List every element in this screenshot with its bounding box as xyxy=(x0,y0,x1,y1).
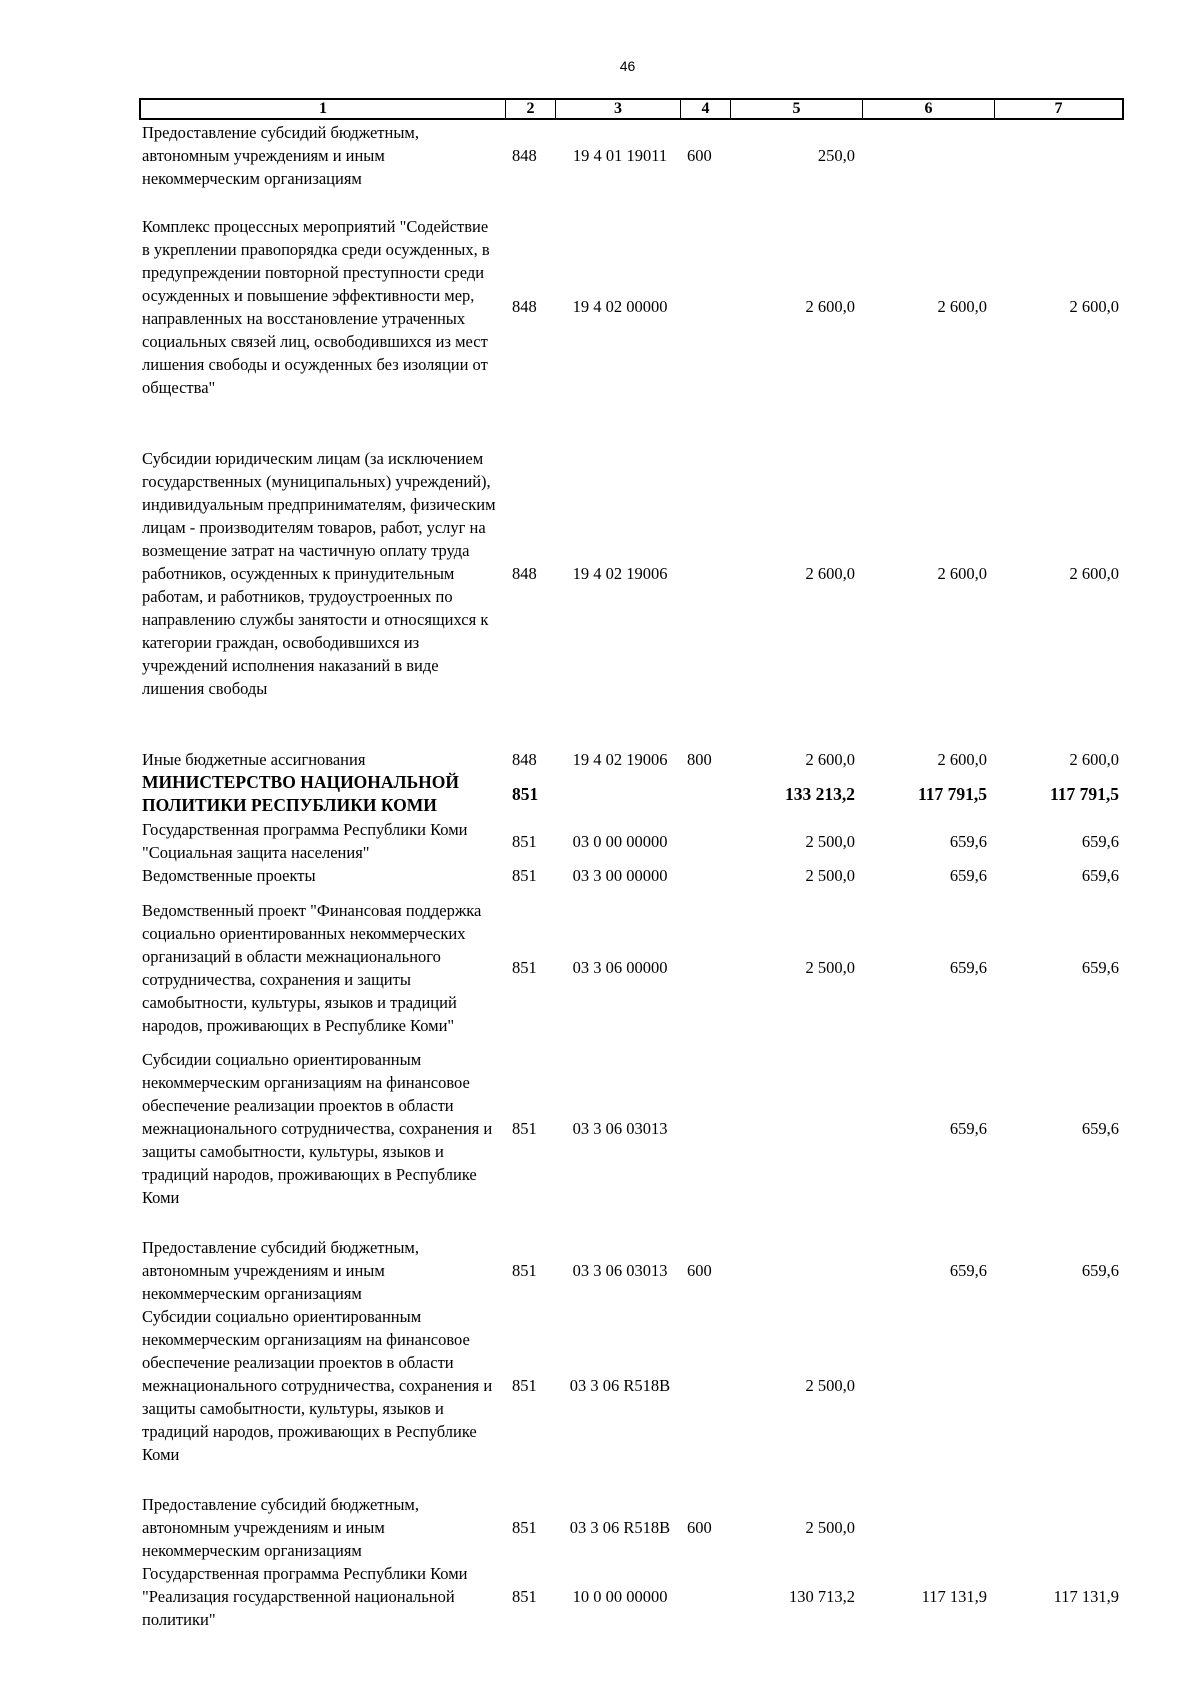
table-row xyxy=(0,887,1200,1048)
table-row xyxy=(0,1048,1200,1209)
row-code: 851 xyxy=(512,1119,537,1138)
row-value-7: 659,6 xyxy=(1081,831,1119,851)
row-csr: 10 0 00 00000 xyxy=(572,1587,668,1606)
row-value-5: 2 600,0 xyxy=(805,750,855,769)
row-code: 851 xyxy=(512,1376,537,1395)
row-value-6: 659,6 xyxy=(949,866,987,885)
row-value-6: 659,6 xyxy=(949,831,987,851)
row-vr: 800 xyxy=(687,750,712,769)
row-code: 848 xyxy=(512,146,537,165)
row-value-7: 659,6 xyxy=(1081,958,1119,977)
row-name: Предоставление субсидий бюджетным, автономным учреждениям и иным некоммерческим организациям xyxy=(142,1495,419,1560)
row-csr: 03 3 00 00000 xyxy=(572,866,668,885)
row-name: Субсидии социально ориентированным некоммерческим организациям на финансовое обеспечение реализации проектов в области межнационального сотрудничества, сохранения и защиты самобытности, культуры, языков и традиций народов, проживающих в Республике Коми xyxy=(142,1050,493,1207)
row-csr: 03 3 06 R518B xyxy=(569,1376,671,1395)
table-row xyxy=(0,1562,1200,1631)
row-csr: 03 3 06 03013 xyxy=(572,1261,668,1280)
row-value-6: 659,6 xyxy=(949,1119,987,1138)
row-code: 851 xyxy=(512,831,537,851)
row-name: Комплекс процессных мероприятий "Содействие в укреплении правопорядка среди осужденных, в предупреждении повторной преступности среди осужденных и повышение эффективности мер, направленных на восстановление утраченных социальных связей лиц, освободившихся из мест лишения свободы и осужденных без изоляции от общества" xyxy=(142,216,490,397)
row-code: 848 xyxy=(512,564,537,583)
row-value-7: 2 600,0 xyxy=(1069,750,1119,769)
row-value-7: 117 791,5 xyxy=(1049,783,1119,804)
row-value-6: 2 600,0 xyxy=(937,564,987,583)
row-code: 848 xyxy=(512,297,537,316)
row-value-7: 659,6 xyxy=(1081,1261,1119,1280)
row-csr: 03 3 06 R518B xyxy=(569,1518,671,1537)
row-code: 851 xyxy=(512,783,539,804)
column-header-7: 7 xyxy=(1054,100,1063,117)
column-header-1: 1 xyxy=(141,100,506,118)
row-value-5: 2 600,0 xyxy=(805,297,855,316)
row-value-5: 2 500,0 xyxy=(805,958,855,977)
row-value-6: 659,6 xyxy=(949,958,987,977)
row-code: 851 xyxy=(512,958,537,977)
row-value-6: 117 791,5 xyxy=(917,783,987,804)
row-value-6: 2 600,0 xyxy=(937,297,987,316)
row-name: МИНИСТЕРСТВО НАЦИОНАЛЬНОЙ ПОЛИТИКИ РЕСПУБЛИКИ КОМИ xyxy=(142,772,459,815)
row-csr: 03 0 00 00000 xyxy=(572,831,668,851)
table-row xyxy=(0,203,1200,410)
row-name: Субсидии юридическим лицам (за исключением государственных (муниципальных) учреждений), индивидуальным предпринимателям, физическим лицам - производителям товаров, работ, услуг на возмещение затрат на частичную оплату труда работников, осужденных к принудительным работам, и работников, трудоустроенных по направлению службы занятости и относящихся к категории граждан, освободившихся из учреждений исполнения наказаний в виде лишения свободы xyxy=(142,449,496,698)
row-value-7: 2 600,0 xyxy=(1069,564,1119,583)
row-value-5: 133 213,2 xyxy=(785,783,855,804)
row-code: 851 xyxy=(512,1587,537,1606)
row-value-7: 659,6 xyxy=(1081,1119,1119,1138)
row-value-6: 659,6 xyxy=(949,1261,987,1280)
row-value-5: 250,0 xyxy=(817,146,855,165)
row-name: Иные бюджетные ассигнования xyxy=(142,750,366,769)
row-code: 848 xyxy=(512,750,537,769)
row-vr: 600 xyxy=(687,146,712,165)
row-name: Государственная программа Республики Коми "Социальная защита населения" xyxy=(142,820,468,862)
row-csr: 19 4 02 00000 xyxy=(572,297,668,316)
row-name: Субсидии социально ориентированным некоммерческим организациям на финансовое обеспечение реализации проектов в области межнационального сотрудничества, сохранения и защиты самобытности, культуры, языков и традиций народов, проживающих в Республике Коми xyxy=(142,1307,493,1464)
column-header-6: 6 xyxy=(863,100,995,118)
table-header xyxy=(139,98,1124,120)
table-row xyxy=(0,1493,1200,1562)
row-name: Предоставление субсидий бюджетным, автономным учреждениям и иным некоммерческим организациям xyxy=(142,123,419,188)
row-value-5: 2 500,0 xyxy=(805,1518,855,1537)
table-row xyxy=(0,121,1200,190)
row-value-5: 130 713,2 xyxy=(789,1587,855,1606)
row-name: Ведомственные проекты xyxy=(142,866,316,885)
row-code: 851 xyxy=(512,866,537,885)
row-vr: 600 xyxy=(687,1518,712,1537)
column-header-5: 5 xyxy=(731,100,863,118)
row-value-7: 117 131,9 xyxy=(1053,1587,1119,1606)
table-row xyxy=(0,864,1200,887)
row-name: Предоставление субсидий бюджетным, автономным учреждениям и иным некоммерческим организациям xyxy=(142,1238,419,1303)
table-row xyxy=(0,748,1200,771)
row-csr: 19 4 02 19006 xyxy=(572,564,668,583)
row-code: 851 xyxy=(512,1518,537,1537)
row-name: Ведомственный проект "Финансовая поддержка социально ориентированных некоммерческих организаций в области межнационального сотрудничества, сохранения и защиты самобытности, культуры, языков и традиций народов, проживающих в Республике Коми" xyxy=(142,900,482,1035)
column-header-3: 3 xyxy=(556,100,681,118)
row-value-6: 117 131,9 xyxy=(921,1587,987,1606)
column-header-4: 4 xyxy=(681,100,731,118)
column-header-2: 2 xyxy=(506,100,556,118)
row-value-5: 2 500,0 xyxy=(805,831,855,851)
table-row xyxy=(0,424,1200,723)
row-csr: 03 3 06 03013 xyxy=(572,1119,668,1138)
row-value-6: 2 600,0 xyxy=(937,750,987,769)
row-csr: 19 4 01 19011 xyxy=(572,146,668,165)
table-row xyxy=(0,818,1200,864)
row-csr: 03 3 06 00000 xyxy=(572,958,668,977)
row-value-5: 2 600,0 xyxy=(805,564,855,583)
row-code: 851 xyxy=(512,1261,537,1280)
page-number: 46 xyxy=(619,58,636,74)
row-value-7: 659,6 xyxy=(1081,866,1119,885)
row-value-5: 2 500,0 xyxy=(805,1376,855,1395)
table-row xyxy=(0,771,1200,817)
row-value-5: 2 500,0 xyxy=(805,866,855,885)
row-csr: 19 4 02 19006 xyxy=(572,750,668,769)
table-row xyxy=(0,1305,1200,1466)
row-vr: 600 xyxy=(687,1261,712,1280)
row-name: Государственная программа Республики Коми "Реализация государственной национальной политики" xyxy=(142,1564,468,1629)
table-row xyxy=(0,1236,1200,1305)
row-value-7: 2 600,0 xyxy=(1069,297,1119,316)
